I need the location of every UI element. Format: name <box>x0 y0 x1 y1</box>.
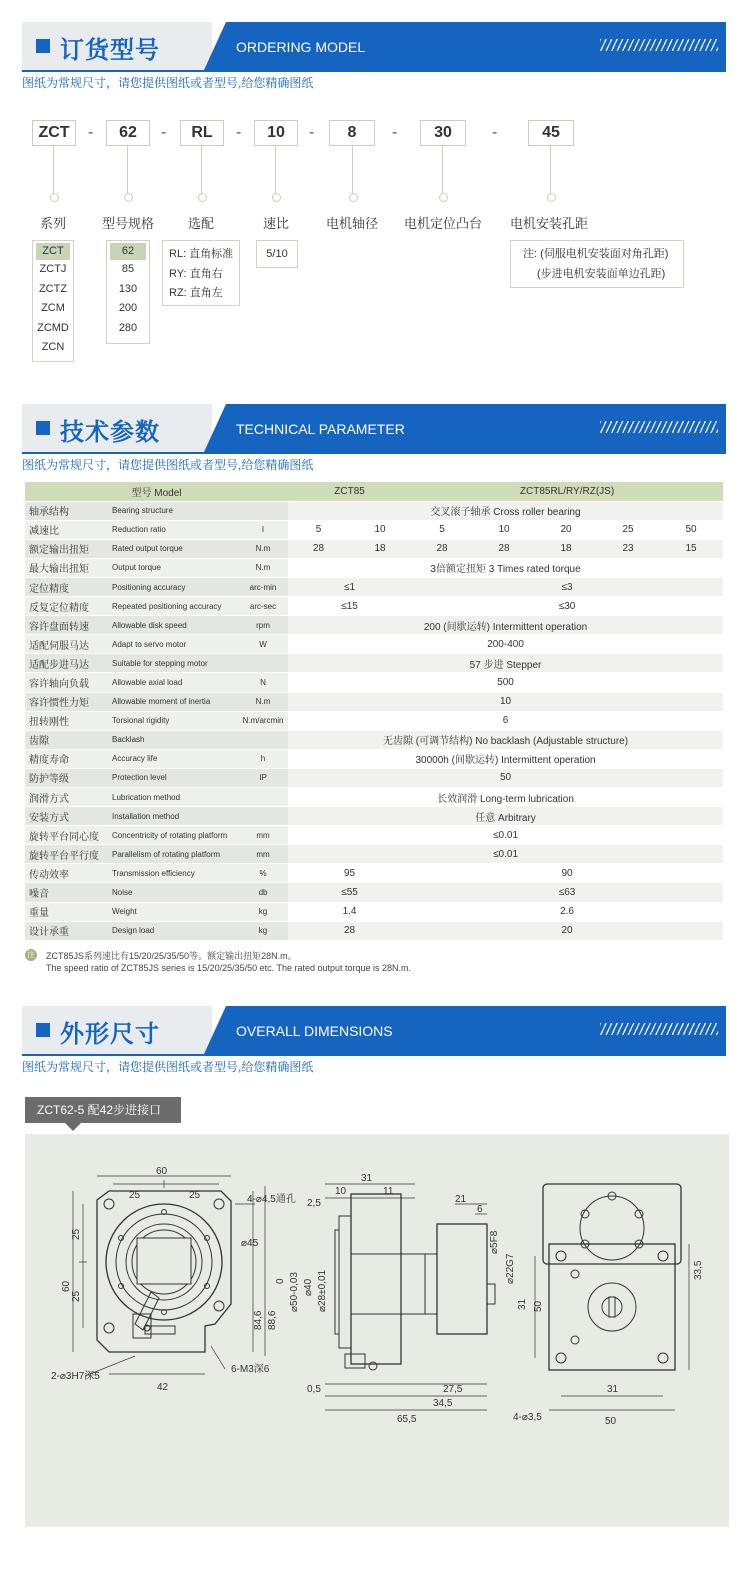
svg-text:⌀28±0,01: ⌀28±0,01 <box>317 1269 328 1312</box>
param-unit: % <box>238 864 288 883</box>
footnote-cn: ZCT85JS系列速比有15/20/25/35/50等。额定输出扭矩28N.m。 <box>46 951 297 961</box>
svg-text:4-⌀3,5: 4-⌀3,5 <box>513 1412 542 1423</box>
param-unit: arc-sec <box>238 597 288 616</box>
param-en: Rated output torque <box>108 539 238 558</box>
param-unit: kg <box>238 902 288 921</box>
square-bullet-icon <box>36 1023 50 1037</box>
table-row <box>25 883 723 902</box>
table-row <box>25 864 723 883</box>
param-value-zct85rl: 90 <box>411 864 723 883</box>
svg-text:6: 6 <box>477 1204 483 1215</box>
param-unit: N <box>238 673 288 692</box>
table-row <box>25 768 723 787</box>
param-unit <box>238 654 288 673</box>
table-row <box>25 692 723 711</box>
param-cn: 防护等级 <box>25 768 108 787</box>
param-cn: 容许盘面转速 <box>25 616 108 635</box>
svg-text:27,5: 27,5 <box>443 1384 463 1395</box>
param-en: Allowable moment of inertia <box>108 692 238 711</box>
param-unit: I <box>238 520 288 539</box>
param-value: ≤0.01 <box>288 826 723 845</box>
svg-text:50: 50 <box>605 1416 617 1427</box>
svg-text:⌀40: ⌀40 <box>303 1278 314 1296</box>
code-shaft: 8 <box>329 120 375 146</box>
hole-note: 注: (伺服电机安装面对角孔距) (步进电机安装面单边孔距) <box>510 240 684 288</box>
code-series: ZCT <box>32 120 76 146</box>
param-cn: 精度寿命 <box>25 749 108 768</box>
param-en: Allowable axial load <box>108 673 238 692</box>
table-row <box>25 635 723 654</box>
param-cn: 容许轴向负载 <box>25 673 108 692</box>
param-unit: IP <box>238 768 288 787</box>
table-row <box>25 597 723 616</box>
svg-text:33,5: 33,5 <box>693 1260 704 1280</box>
svg-text:31: 31 <box>607 1384 619 1395</box>
option-list: RL: 直角标准 RY: 直角右 RZ: 直角左 <box>162 240 240 306</box>
param-cn: 旋转平台同心度 <box>25 826 108 845</box>
param-unit: kg <box>238 921 288 940</box>
ordering-header <box>22 22 726 70</box>
param-value: 10 <box>288 692 723 711</box>
side-view-labels <box>275 1173 516 1425</box>
hatch-decoration <box>600 421 718 433</box>
square-bullet-icon <box>36 421 50 435</box>
param-cn: 传动效率 <box>25 864 108 883</box>
svg-text:⌀22G7: ⌀22G7 <box>505 1253 516 1284</box>
svg-text:6-M3深6: 6-M3深6 <box>231 1364 270 1375</box>
param-cn: 设计承重 <box>25 921 108 940</box>
drawing-note: 图纸为常规尺寸，请您提供图纸或者型号,给您精确图纸 <box>22 458 314 472</box>
hatch-decoration <box>600 39 718 51</box>
param-en: Positioning accuracy <box>108 577 238 596</box>
param-cn: 反复定位精度 <box>25 597 108 616</box>
svg-text:31: 31 <box>517 1298 528 1310</box>
param-unit: db <box>238 883 288 902</box>
svg-text:2,5: 2,5 <box>307 1198 321 1209</box>
param-value: 交叉滚子轴承 Cross roller bearing <box>288 501 723 520</box>
param-unit: N.m <box>238 692 288 711</box>
param-value-zct85: ≤55 <box>288 883 411 902</box>
param-value: ≤0.01 <box>288 845 723 864</box>
size-options: 62 85 130 200 280 <box>106 240 150 344</box>
param-en: Repeated positioning accuracy <box>108 597 238 616</box>
param-value-zct85: ≤15 <box>288 597 411 616</box>
param-value-zct85: ≤1 <box>288 577 411 596</box>
param-value-zct85rl: 2.6 <box>411 902 723 921</box>
code-ratio: 10 <box>254 120 298 146</box>
label-option: 选配 <box>188 216 215 231</box>
param-value: 任意 Arbitrary <box>288 807 723 826</box>
table-row <box>25 711 723 730</box>
table-header-row <box>25 482 723 501</box>
param-unit <box>238 807 288 826</box>
param-unit <box>238 730 288 749</box>
param-value: 25 <box>597 520 659 539</box>
param-en: Suitable for stepping motor <box>108 654 238 673</box>
section-title-en: ORDERING MODEL <box>236 39 366 55</box>
code-boss: 30 <box>420 120 466 146</box>
param-value: 5 <box>411 520 473 539</box>
drawing-note: 图纸为常规尺寸，请您提供图纸或者型号,给您精确图纸 <box>22 1060 314 1074</box>
svg-text:34,5: 34,5 <box>433 1398 453 1409</box>
svg-text:50: 50 <box>533 1300 544 1312</box>
param-en: Bearing structure <box>108 501 238 520</box>
drawing-note: 图纸为常规尺寸，请您提供图纸或者型号,给您精确图纸 <box>22 76 314 90</box>
header-zct85: ZCT85 <box>288 482 411 501</box>
series-options: ZCT ZCTJ ZCTZ ZCM ZCMD ZCN <box>32 240 74 362</box>
param-cn: 噪音 <box>25 883 108 902</box>
param-en: Design load <box>108 921 238 940</box>
param-unit: W <box>238 635 288 654</box>
svg-text:25: 25 <box>189 1190 201 1201</box>
param-value-zct85: 28 <box>288 921 411 940</box>
param-value: 6 <box>288 711 723 730</box>
param-value: 3倍额定扭矩 3 Times rated torque <box>288 558 723 577</box>
param-value: 23 <box>597 539 659 558</box>
table-row <box>25 558 723 577</box>
table-row <box>25 654 723 673</box>
code-hole: 45 <box>528 120 574 146</box>
param-cn: 额定输出扭矩 <box>25 539 108 558</box>
param-unit: mm <box>238 826 288 845</box>
param-value: 18 <box>349 539 411 558</box>
param-cn: 安装方式 <box>25 807 108 826</box>
table-row <box>25 501 723 520</box>
code-option: RL <box>180 120 224 146</box>
svg-text:25: 25 <box>71 1290 82 1302</box>
note-icon: 注 <box>27 950 35 959</box>
param-unit <box>238 501 288 520</box>
section-title-cn: 订货型号 <box>60 36 160 64</box>
table-row <box>25 902 723 921</box>
table-row <box>25 749 723 768</box>
table-row <box>25 730 723 749</box>
param-value-zct85rl: ≤30 <box>411 597 723 616</box>
param-cn: 重量 <box>25 902 108 921</box>
param-cn: 定位精度 <box>25 577 108 596</box>
svg-text:4-⌀4,5通孔: 4-⌀4,5通孔 <box>247 1194 296 1205</box>
svg-text:60: 60 <box>156 1166 168 1177</box>
technical-header <box>22 404 726 452</box>
param-en: Weight <box>108 902 238 921</box>
rear-view <box>535 1184 689 1410</box>
table-row <box>25 826 723 845</box>
param-value: 长效润滑 Long-term lubrication <box>288 788 723 807</box>
table-row <box>25 520 723 539</box>
param-cn: 润滑方式 <box>25 788 108 807</box>
table-row <box>25 616 723 635</box>
param-cn: 轴承结构 <box>25 501 108 520</box>
dimension-drawing <box>25 1134 729 1527</box>
param-cn: 适配伺服马达 <box>25 635 108 654</box>
param-en: Noise <box>108 883 238 902</box>
param-en: Parallelism of rotating platform <box>108 845 238 864</box>
parameter-table <box>25 482 723 941</box>
param-unit: N.m <box>238 558 288 577</box>
header-zct85rl: ZCT85RL/RY/RZ(JS) <box>411 482 723 501</box>
label-hole: 电机安装孔距 <box>510 216 589 231</box>
param-value: 28 <box>473 539 535 558</box>
svg-text:60: 60 <box>61 1280 72 1292</box>
section-title-cn: 技术参数 <box>60 418 160 446</box>
svg-text:25: 25 <box>71 1228 82 1240</box>
param-unit: arc-min <box>238 577 288 596</box>
section-title-en: OVERALL DIMENSIONS <box>236 1023 393 1039</box>
table-row <box>25 788 723 807</box>
svg-text:⌀50-0,03: ⌀50-0,03 <box>289 1272 300 1312</box>
ratio-option: 5/10 <box>256 240 298 268</box>
param-value-zct85: 1.4 <box>288 902 411 921</box>
param-cn: 容许惯性力矩 <box>25 692 108 711</box>
svg-text:42: 42 <box>157 1382 169 1393</box>
section-title-cn: 外形尺寸 <box>60 1020 160 1048</box>
table-row <box>25 845 723 864</box>
param-cn: 扭转刚性 <box>25 711 108 730</box>
param-value: 50 <box>288 768 723 787</box>
param-en: Output torque <box>108 558 238 577</box>
svg-text:2-⌀3H7深5: 2-⌀3H7深5 <box>51 1371 100 1382</box>
technical-drawing <box>25 1134 729 1527</box>
param-value: 无齿隙 (可调节结构) No backlash (Adjustable structure) <box>288 730 723 749</box>
label-ratio: 速比 <box>263 216 290 231</box>
dimensions-header <box>22 1006 726 1054</box>
header-model: 型号 Model <box>25 482 288 501</box>
param-unit: mm <box>238 845 288 864</box>
param-unit <box>238 788 288 807</box>
param-en: Allowable disk speed <box>108 616 238 635</box>
param-value: 5 <box>288 520 349 539</box>
param-en: Installation method <box>108 807 238 826</box>
svg-text:31: 31 <box>361 1173 373 1184</box>
param-value: 10 <box>349 520 411 539</box>
svg-text:21: 21 <box>455 1194 467 1205</box>
svg-text:⌀5F8: ⌀5F8 <box>489 1230 500 1254</box>
hatch-decoration <box>600 1023 718 1035</box>
param-value-zct85rl: 20 <box>411 921 723 940</box>
param-value-zct85: 95 <box>288 864 411 883</box>
param-en: Concentricity of rotating platform <box>108 826 238 845</box>
param-en: Torsional rigidity <box>108 711 238 730</box>
label-shaft: 电机轴径 <box>326 216 379 231</box>
svg-text:0,5: 0,5 <box>307 1384 321 1395</box>
param-unit: rpm <box>238 616 288 635</box>
section-title-en: TECHNICAL PARAMETER <box>236 421 405 437</box>
param-cn: 旋转平台平行度 <box>25 845 108 864</box>
param-value: 10 <box>473 520 535 539</box>
param-value-zct85rl: ≤63 <box>411 883 723 902</box>
param-value: 200 (间歇运转) Intermittent operation <box>288 616 723 635</box>
param-cn: 减速比 <box>25 520 108 539</box>
svg-text:88,6: 88,6 <box>267 1310 278 1330</box>
param-value: 28 <box>288 539 349 558</box>
svg-text:84,6: 84,6 <box>253 1310 264 1330</box>
label-size: 型号规格 <box>102 216 155 231</box>
param-en: Protection level <box>108 768 238 787</box>
param-cn: 齿隙 <box>25 730 108 749</box>
square-bullet-icon <box>36 39 50 53</box>
param-value: 500 <box>288 673 723 692</box>
param-value: 30000h (间歇运转) Intermittent operation <box>288 749 723 768</box>
front-view <box>73 1176 265 1376</box>
param-value: 28 <box>411 539 473 558</box>
svg-text:25: 25 <box>129 1190 141 1201</box>
param-cn: 最大输出扭矩 <box>25 558 108 577</box>
table-row <box>25 539 723 558</box>
param-en: Reduction ratio <box>108 520 238 539</box>
svg-text:0: 0 <box>275 1278 286 1284</box>
table-row <box>25 673 723 692</box>
param-value: 50 <box>659 520 723 539</box>
param-value-zct85rl: ≤3 <box>411 577 723 596</box>
svg-text:65,5: 65,5 <box>397 1414 417 1425</box>
svg-text:⌀45: ⌀45 <box>241 1238 259 1249</box>
param-value: 20 <box>535 520 597 539</box>
param-value: 200-400 <box>288 635 723 654</box>
model-tag: ZCT62-5 配42步进接口 <box>25 1097 181 1123</box>
svg-text:10: 10 <box>335 1186 347 1197</box>
svg-text:11: 11 <box>383 1186 394 1197</box>
param-value: 57 步进 Stepper <box>288 654 723 673</box>
side-view <box>325 1184 495 1410</box>
param-unit: N.m <box>238 539 288 558</box>
label-boss: 电机定位凸台 <box>404 216 483 231</box>
param-unit: N.m/arcmin <box>238 711 288 730</box>
param-en: Lubrication method <box>108 788 238 807</box>
param-value: 18 <box>535 539 597 558</box>
param-unit: h <box>238 749 288 768</box>
code-size: 62 <box>106 120 150 146</box>
param-cn: 适配步进马达 <box>25 654 108 673</box>
param-en: Adapt to servo motor <box>108 635 238 654</box>
table-row <box>25 577 723 596</box>
param-en: Backlash <box>108 730 238 749</box>
table-row <box>25 921 723 940</box>
footnote-en: The speed ratio of ZCT85JS series is 15/20/25/35/50 etc. The rated output torque is 28N.m. <box>46 963 412 973</box>
param-en: Accuracy life <box>108 749 238 768</box>
param-en: Transmission efficiency <box>108 864 238 883</box>
param-value: 15 <box>659 539 723 558</box>
label-series: 系列 <box>40 216 67 231</box>
table-row <box>25 807 723 826</box>
